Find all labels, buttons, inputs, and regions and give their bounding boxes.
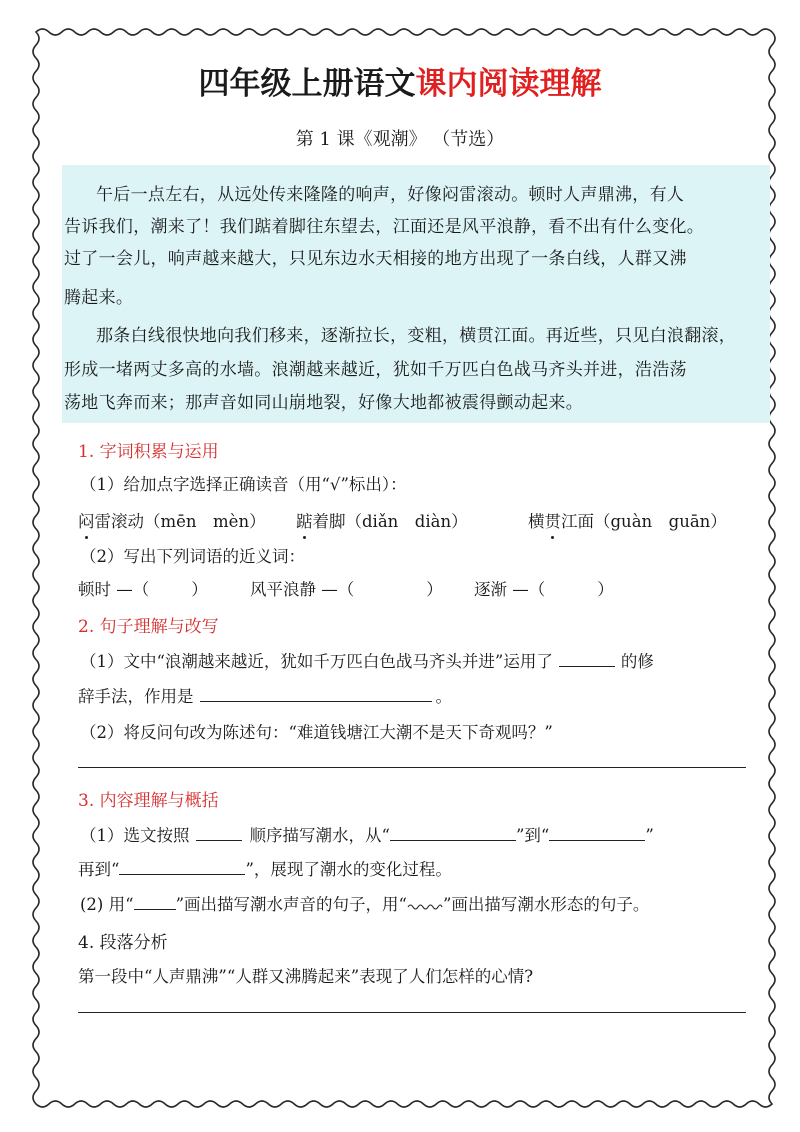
s1-q1-prompt: （1）给加点字选择正确读音（用“√”标出）： xyxy=(80,475,407,494)
passage-line: 午后一点左右，从远处传来隆隆的响声，好像闷雷滚动。顿时人声鼎沸，有人 xyxy=(96,185,685,205)
s2-q1-line2: 辞手法，作用是 。 xyxy=(78,687,452,706)
pinyin-item-2 xyxy=(296,508,468,532)
passage-line: 那条白线很快地向我们移来，逐渐拉长，变粗，横贯江面。再近些，只见白浪翻滚， xyxy=(96,326,737,346)
synonym-blank[interactable]: （ ） xyxy=(528,580,614,599)
item-text: 横 xyxy=(528,512,545,531)
s3-q1-line2: 再到“ ”，展现了潮水的变化过程。 xyxy=(78,860,452,879)
title-red: 课内阅读理解 xyxy=(415,66,602,102)
passage-line: 腾起来。 xyxy=(64,288,134,308)
section-3-heading: 3. 内容理解与概括 xyxy=(78,791,219,811)
synonym-word: 风平浪静 — xyxy=(250,580,338,599)
straight-line-sample xyxy=(134,908,176,910)
s2-q2-prompt: （2）将反问句改为陈述句：“难道钱塘江大潮不是天下奇观吗？” xyxy=(80,723,553,742)
answer-blank[interactable] xyxy=(390,839,516,841)
synonym-word: 逐渐 — xyxy=(474,580,529,599)
item-text: 雷滚动 xyxy=(94,512,144,531)
synonym-item-1 xyxy=(78,576,208,600)
pinyin-item-1 xyxy=(78,508,266,532)
s2-q1-line1: （1）文中“浪潮越来越近，犹如千万匹白色战马齐头并进”运用了 的修 xyxy=(80,652,654,671)
answer-blank[interactable] xyxy=(549,839,645,841)
dotted-char: 贯 xyxy=(545,508,562,532)
lesson-subtitle: 第 1 课《观潮》 （节选） xyxy=(295,129,505,150)
wavy-line-sample xyxy=(407,901,443,911)
s3-q1-line1: （1）选文按照 顺序描写潮水，从“ ”到“ ” xyxy=(80,826,654,845)
passage-line: 形成一堵两丈多高的水墙。浪潮越来越近，犹如千万匹白色战马齐头并进，浩浩荡 xyxy=(64,360,687,380)
synonym-item-2 xyxy=(250,576,443,600)
answer-line[interactable] xyxy=(78,767,746,768)
s3-q2-line: (2) 用“ ”画出描写潮水声音的句子，用“ ”画出描写潮水形态的句子。 xyxy=(80,895,650,914)
title-black: 四年级上册语文 xyxy=(198,66,416,102)
answer-line[interactable] xyxy=(78,1012,746,1013)
item-text: 着脚 xyxy=(312,512,346,531)
pinyin-options[interactable]: （diǎn diàn） xyxy=(345,512,468,531)
passage-line: 告诉我们，潮来了！我们踮着脚往东望去，江面还是风平浪静，看不出有什么变化。 xyxy=(64,217,705,237)
s1-q2-prompt: （2）写出下列词语的近义词： xyxy=(80,547,305,566)
section-1-heading: 1. 字词积累与运用 xyxy=(78,442,219,462)
answer-blank[interactable] xyxy=(119,873,245,875)
pinyin-item-3 xyxy=(528,508,727,532)
pinyin-options[interactable]: （guàn guān） xyxy=(594,512,727,531)
item-text: 江面 xyxy=(561,512,594,531)
synonym-blank[interactable]: （ ） xyxy=(132,580,208,599)
answer-blank[interactable] xyxy=(559,665,615,667)
s4-q1-prompt: 第一段中“人声鼎沸”“人群又沸腾起来”表现了人们怎样的心情? xyxy=(78,967,534,986)
page-title xyxy=(0,58,800,103)
answer-blank[interactable] xyxy=(200,700,432,702)
dotted-char: 闷 xyxy=(78,508,95,532)
dotted-char: 踮 xyxy=(296,508,313,532)
synonym-word: 顿时 — xyxy=(78,580,133,599)
synonym-blank[interactable]: （ ） xyxy=(337,580,443,599)
answer-blank[interactable] xyxy=(196,839,242,841)
section-4-heading: 4. 段落分析 xyxy=(78,933,168,953)
pinyin-options[interactable]: （mēn mèn） xyxy=(144,512,266,531)
passage-line: 荡地飞奔而来；那声音如同山崩地裂，好像大地都被震得颤动起来。 xyxy=(64,393,583,413)
section-2-heading: 2. 句子理解与改写 xyxy=(78,617,219,637)
synonym-item-3 xyxy=(474,576,614,600)
passage-line: 过了一会儿，响声越来越大，只见东边水天相接的地方出现了一条白线，人群又沸 xyxy=(64,249,687,269)
